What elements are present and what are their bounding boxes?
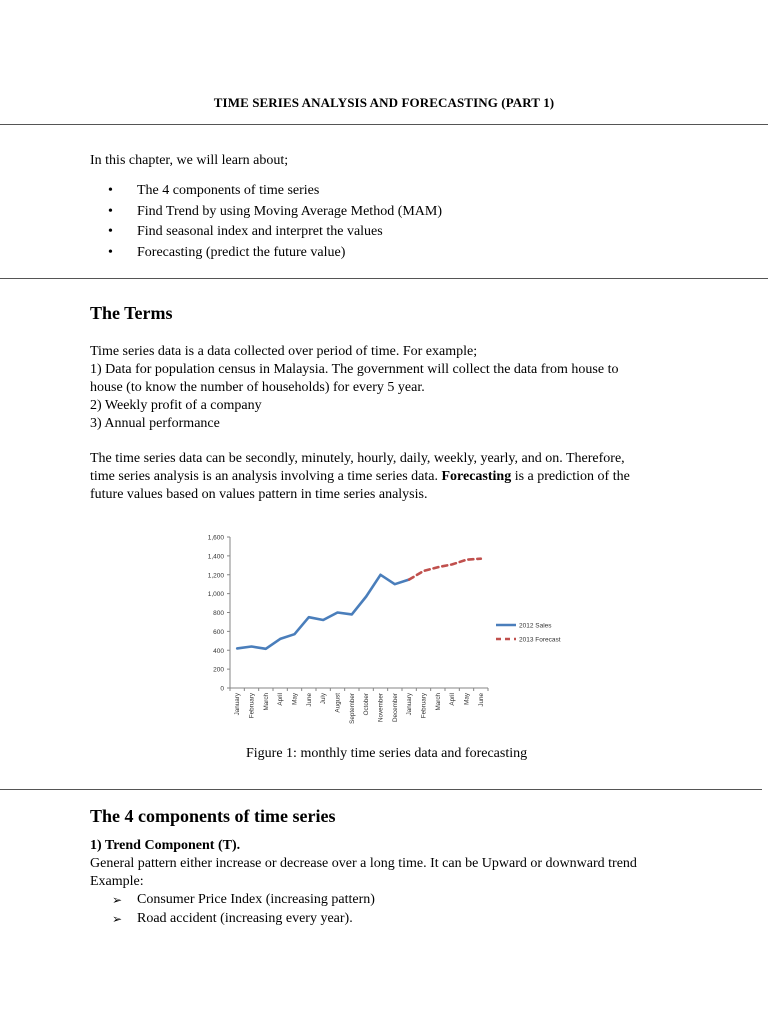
x-tick-label: February (420, 693, 428, 719)
series-line (237, 575, 409, 649)
list-item: • The 4 components of time series (108, 181, 708, 202)
text-line: 1) Data for population census in Malaysia. The government will collect the data from house to (90, 362, 619, 377)
y-tick-label: 1,000 (207, 591, 224, 599)
y-tick-label: 0 (220, 685, 224, 693)
y-tick-label: 1,200 (207, 572, 224, 580)
x-tick-label: November (377, 693, 385, 723)
x-tick-label: May (291, 693, 299, 705)
section-heading-terms: The Terms (90, 303, 173, 323)
intro-list (108, 181, 708, 263)
intro-lead: In this chapter, we will learn about; (90, 153, 289, 168)
x-tick-label: July (320, 693, 328, 705)
text-line (90, 468, 690, 486)
terms-paragraph-2 (90, 450, 690, 504)
trend-heading: 1) Trend Component (T). (90, 838, 241, 853)
list-item: • Forecasting (predict the future value) (108, 243, 708, 264)
x-tick-label: April (449, 693, 457, 706)
y-tick-label: 800 (213, 610, 224, 617)
list-item: • Find seasonal index and interpret the values (108, 222, 708, 243)
x-tick-label: June (477, 693, 485, 707)
series-line (409, 559, 481, 580)
text-line: future values based on values pattern in time series analysis. (90, 487, 428, 502)
text-span: time series analysis is an analysis involving a time series data. (90, 469, 442, 484)
list-item: • Find Trend by using Moving Average Method (MAM) (108, 202, 708, 223)
bold-term: Forecasting (441, 469, 512, 484)
page-title: TIME SERIES ANALYSIS AND FORECASTING (PART 1) (213, 95, 555, 110)
x-tick-label: September (348, 693, 356, 724)
x-tick-label: January (234, 693, 242, 716)
x-tick-label: May (463, 693, 471, 705)
list-item: ➢ Road accident (increasing every year). (108, 910, 668, 929)
y-tick-label: 1,600 (207, 534, 224, 542)
figure-caption: Figure 1: monthly time series data and forecasting (246, 746, 528, 761)
example-label: Example: (90, 874, 144, 889)
text-line: Time series data is a data collected over period of time. For example; (90, 344, 478, 359)
x-tick-label: June (305, 693, 313, 707)
legend-label: 2013 Forecast (519, 636, 561, 644)
legend-label: 2012 Sales (519, 622, 552, 630)
x-tick-label: January (406, 693, 414, 716)
terms-paragraph-1 (90, 343, 690, 433)
text-line: 2) Weekly profit of a company (90, 398, 262, 413)
text-line: house (to know the number of households) for every 5 year. (90, 380, 425, 395)
x-tick-label: December (391, 693, 399, 723)
list-item: ➢ Consumer Price Index (increasing pattern) (108, 891, 668, 910)
x-tick-label: October (363, 693, 371, 716)
text-line: 3) Annual performance (90, 416, 220, 431)
divider (0, 124, 768, 125)
sales-forecast-chart (180, 525, 600, 745)
section-heading-components: The 4 components of time series (90, 806, 336, 826)
y-tick-label: 600 (213, 628, 224, 636)
trend-description: General pattern either increase or decrease over a long time. It can be Upward or downward trend (90, 856, 637, 871)
x-tick-label: August (334, 693, 342, 713)
text-span: is a prediction of the (511, 469, 630, 484)
x-tick-label: April (277, 693, 285, 706)
x-tick-label: March (262, 693, 270, 711)
text-line: The time series data can be secondly, minutely, hourly, daily, weekly, yearly, and on. Therefore, (90, 451, 625, 466)
example-list (108, 891, 668, 928)
divider (0, 278, 768, 279)
x-tick-label: March (434, 693, 442, 711)
y-tick-label: 200 (213, 666, 224, 674)
x-tick-label: February (248, 693, 256, 719)
y-tick-label: 400 (213, 647, 224, 655)
y-tick-label: 1,400 (207, 553, 224, 561)
divider (0, 789, 762, 790)
